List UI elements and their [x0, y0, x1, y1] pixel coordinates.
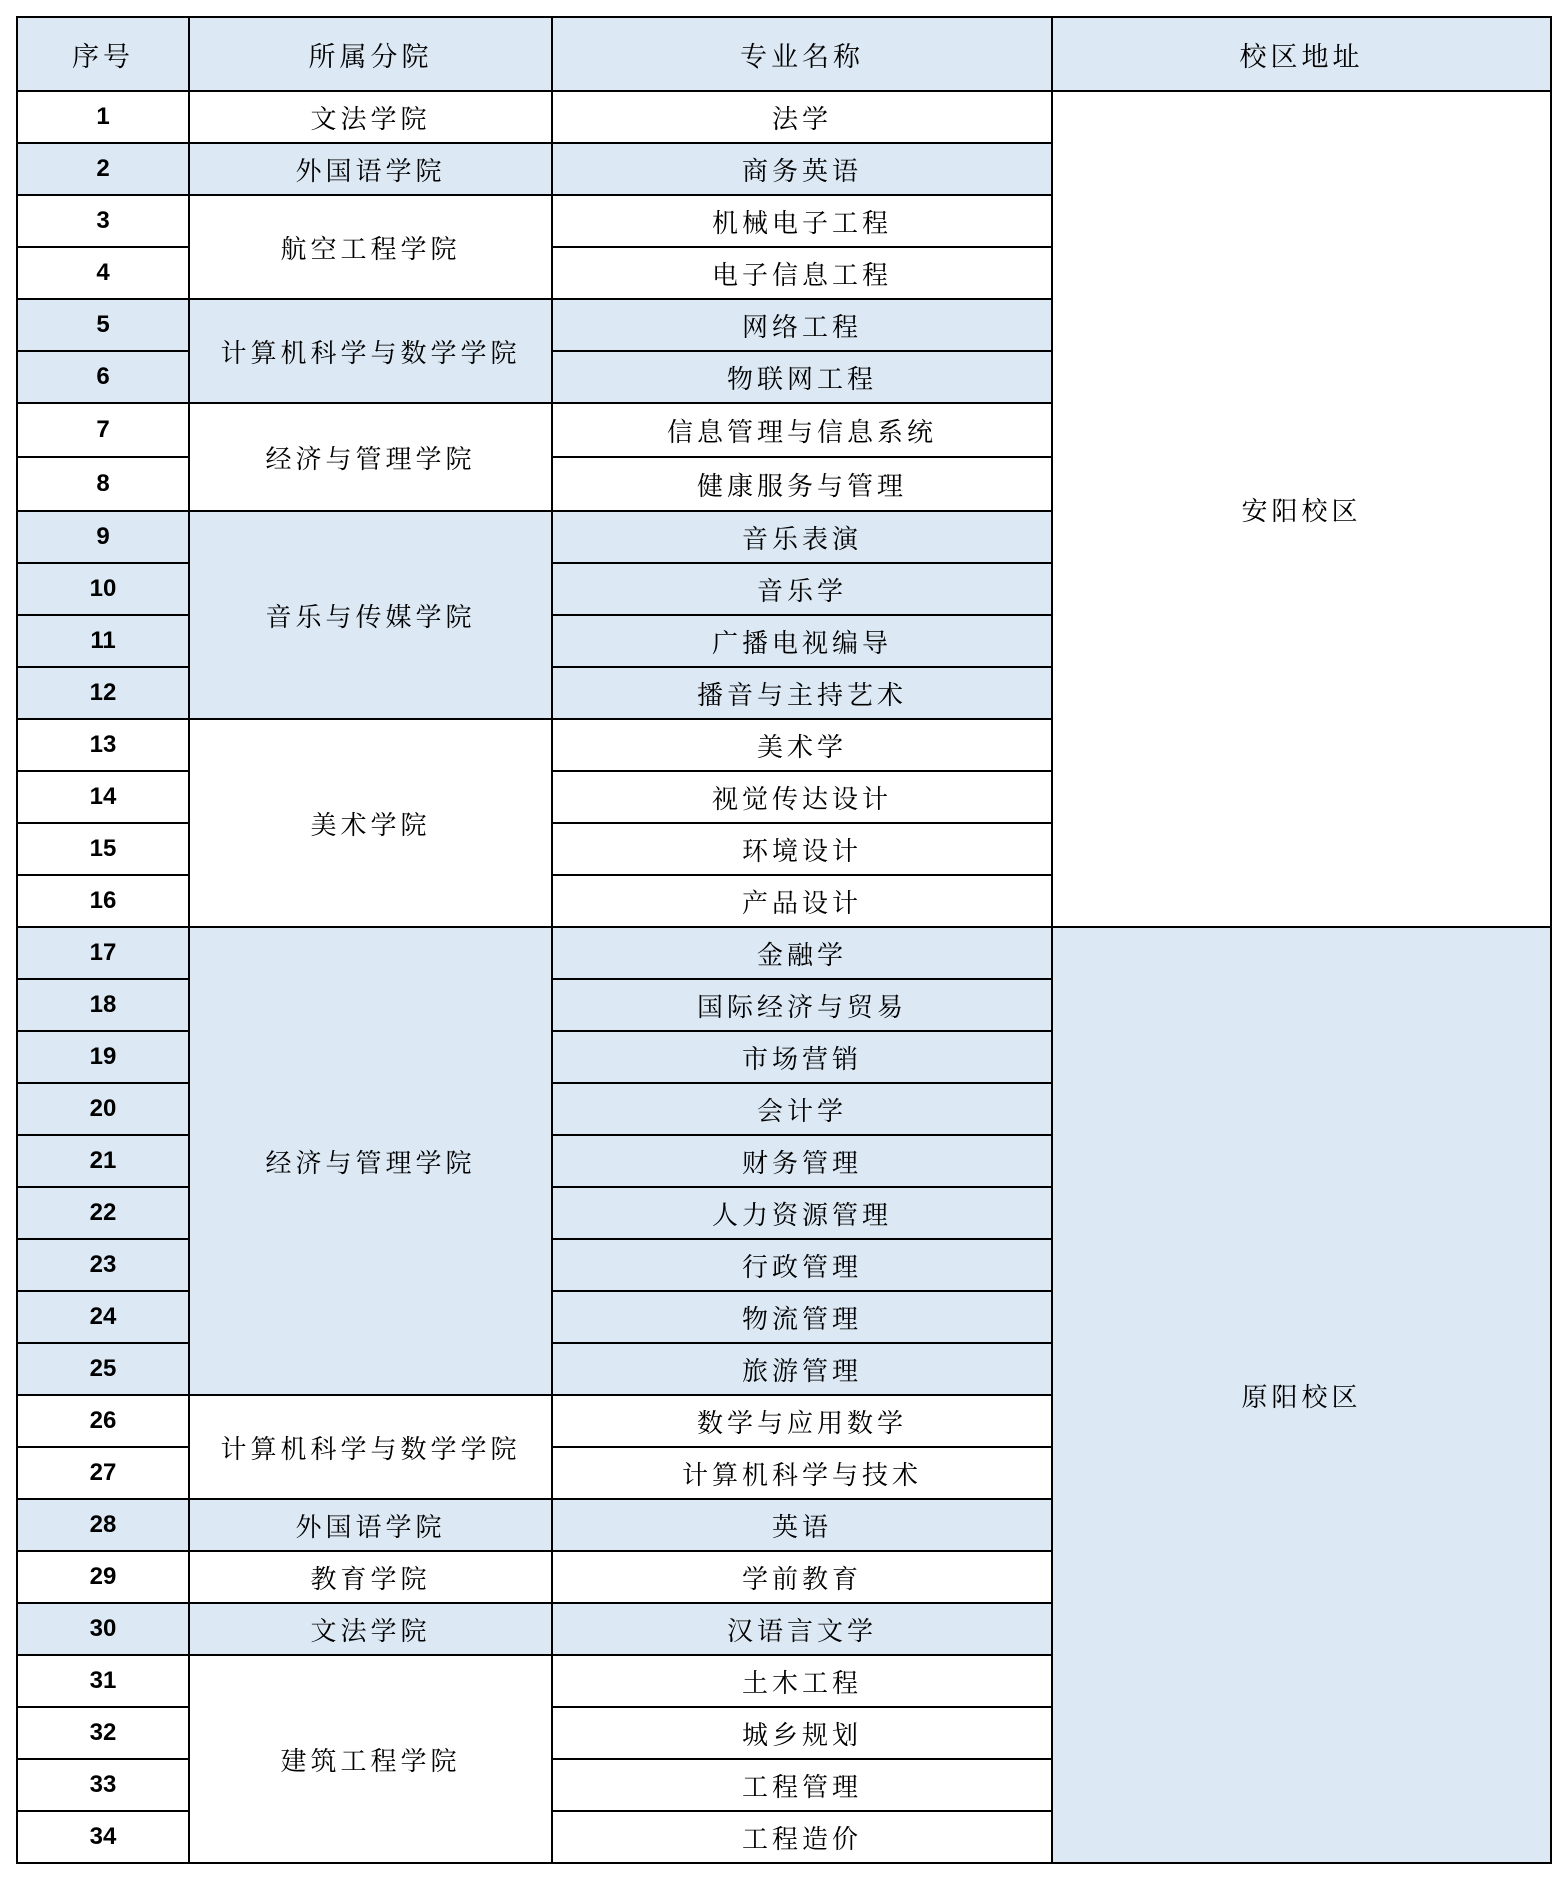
major-cell: 网络工程: [552, 299, 1052, 351]
college-cell: 计算机科学与数学学院: [189, 1395, 552, 1499]
major-cell: 土木工程: [552, 1655, 1052, 1707]
seq-cell: 27: [17, 1447, 189, 1499]
header-major: 专业名称: [552, 17, 1052, 91]
major-cell: 物联网工程: [552, 351, 1052, 403]
college-cell: 计算机科学与数学学院: [189, 299, 552, 403]
seq-cell: 7: [17, 403, 189, 457]
college-cell: 美术学院: [189, 719, 552, 927]
header-seq: 序号: [17, 17, 189, 91]
seq-cell: 6: [17, 351, 189, 403]
header-college: 所属分院: [189, 17, 552, 91]
seq-cell: 31: [17, 1655, 189, 1707]
seq-cell: 4: [17, 247, 189, 299]
major-cell: 音乐学: [552, 563, 1052, 615]
seq-cell: 1: [17, 91, 189, 143]
seq-cell: 26: [17, 1395, 189, 1447]
seq-cell: 11: [17, 615, 189, 667]
major-cell: 市场营销: [552, 1031, 1052, 1083]
seq-cell: 10: [17, 563, 189, 615]
major-cell: 学前教育: [552, 1551, 1052, 1603]
campus-cell-anyang: 安阳校区: [1052, 91, 1551, 927]
major-cell: 商务英语: [552, 143, 1052, 195]
major-cell: 工程造价: [552, 1811, 1052, 1863]
table-row: [17, 91, 1551, 143]
seq-cell: 22: [17, 1187, 189, 1239]
seq-cell: 33: [17, 1759, 189, 1811]
seq-cell: 34: [17, 1811, 189, 1863]
college-cell: 文法学院: [189, 91, 552, 143]
major-cell: 人力资源管理: [552, 1187, 1052, 1239]
seq-cell: 29: [17, 1551, 189, 1603]
major-cell: 旅游管理: [552, 1343, 1052, 1395]
major-cell: 法学: [552, 91, 1052, 143]
college-cell: 经济与管理学院: [189, 403, 552, 511]
seq-cell: 24: [17, 1291, 189, 1343]
major-cell: 工程管理: [552, 1759, 1052, 1811]
table-row: [17, 927, 1551, 979]
major-cell: 健康服务与管理: [552, 457, 1052, 511]
major-cell: 音乐表演: [552, 511, 1052, 563]
header-campus: 校区地址: [1052, 17, 1551, 91]
seq-cell: 28: [17, 1499, 189, 1551]
college-cell: 音乐与传媒学院: [189, 511, 552, 719]
major-cell: 金融学: [552, 927, 1052, 979]
seq-cell: 20: [17, 1083, 189, 1135]
seq-cell: 8: [17, 457, 189, 511]
seq-cell: 17: [17, 927, 189, 979]
campus-cell-yuanyang: 原阳校区: [1052, 927, 1551, 1863]
majors-table: [16, 16, 1552, 1864]
major-cell: 产品设计: [552, 875, 1052, 927]
college-cell: 航空工程学院: [189, 195, 552, 299]
college-cell: 经济与管理学院: [189, 927, 552, 1395]
seq-cell: 9: [17, 511, 189, 563]
college-cell: 外国语学院: [189, 1499, 552, 1551]
college-cell: 建筑工程学院: [189, 1655, 552, 1863]
major-cell: 英语: [552, 1499, 1052, 1551]
seq-cell: 14: [17, 771, 189, 823]
major-cell: 汉语言文学: [552, 1603, 1052, 1655]
major-cell: 行政管理: [552, 1239, 1052, 1291]
seq-cell: 21: [17, 1135, 189, 1187]
college-cell: 文法学院: [189, 1603, 552, 1655]
table-container: [16, 16, 1552, 1864]
seq-cell: 32: [17, 1707, 189, 1759]
major-cell: 机械电子工程: [552, 195, 1052, 247]
seq-cell: 5: [17, 299, 189, 351]
major-cell: 播音与主持艺术: [552, 667, 1052, 719]
major-cell: 信息管理与信息系统: [552, 403, 1052, 457]
seq-cell: 12: [17, 667, 189, 719]
college-cell: 教育学院: [189, 1551, 552, 1603]
major-cell: 数学与应用数学: [552, 1395, 1052, 1447]
seq-cell: 25: [17, 1343, 189, 1395]
major-cell: 电子信息工程: [552, 247, 1052, 299]
seq-cell: 2: [17, 143, 189, 195]
college-cell: 外国语学院: [189, 143, 552, 195]
seq-cell: 23: [17, 1239, 189, 1291]
seq-cell: 13: [17, 719, 189, 771]
table-header-row: [17, 17, 1551, 91]
seq-cell: 19: [17, 1031, 189, 1083]
major-cell: 视觉传达设计: [552, 771, 1052, 823]
major-cell: 城乡规划: [552, 1707, 1052, 1759]
major-cell: 计算机科学与技术: [552, 1447, 1052, 1499]
major-cell: 会计学: [552, 1083, 1052, 1135]
seq-cell: 16: [17, 875, 189, 927]
major-cell: 环境设计: [552, 823, 1052, 875]
major-cell: 美术学: [552, 719, 1052, 771]
seq-cell: 15: [17, 823, 189, 875]
seq-cell: 3: [17, 195, 189, 247]
major-cell: 物流管理: [552, 1291, 1052, 1343]
major-cell: 广播电视编导: [552, 615, 1052, 667]
seq-cell: 18: [17, 979, 189, 1031]
seq-cell: 30: [17, 1603, 189, 1655]
major-cell: 财务管理: [552, 1135, 1052, 1187]
major-cell: 国际经济与贸易: [552, 979, 1052, 1031]
